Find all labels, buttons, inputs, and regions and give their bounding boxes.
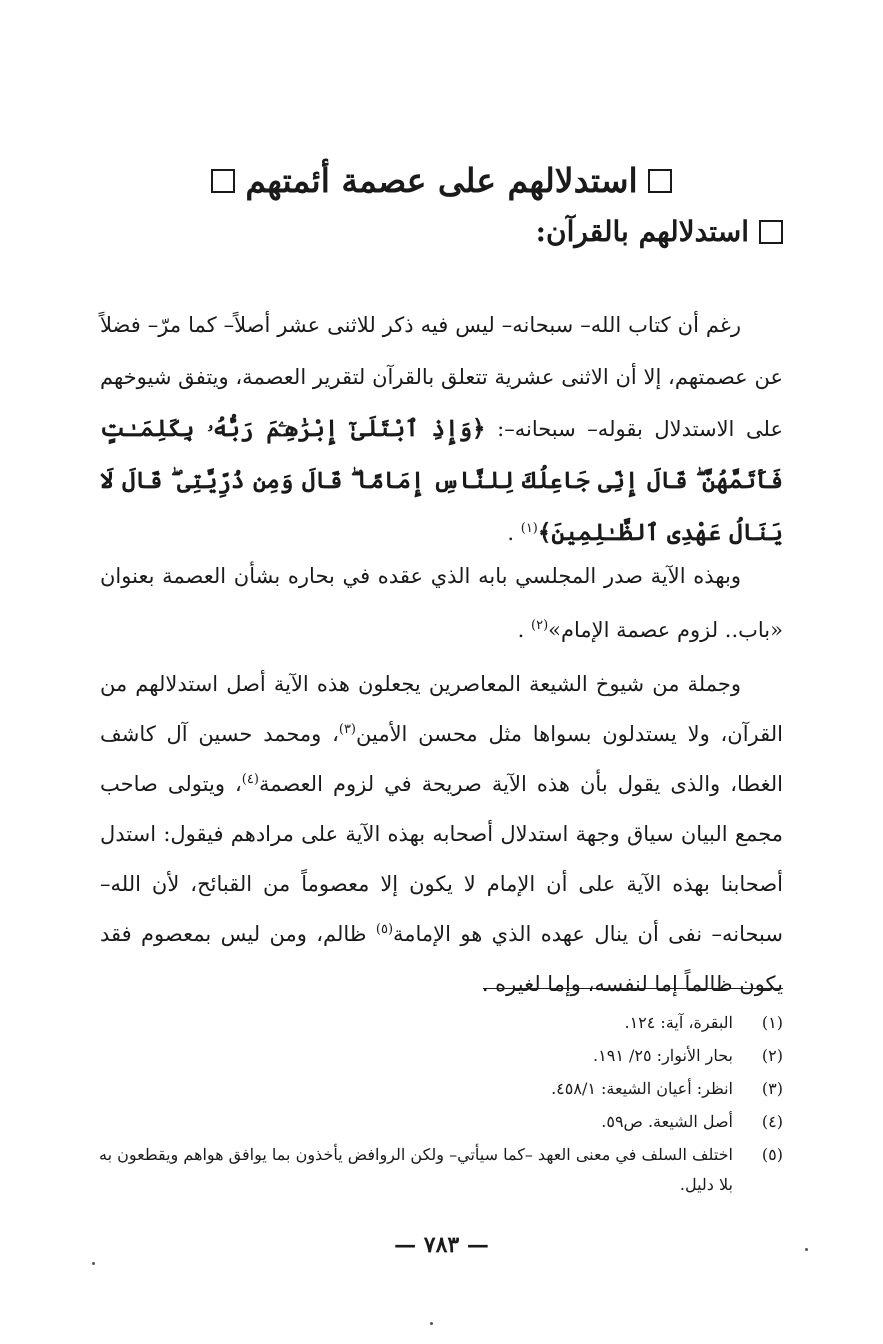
scan-speck — [805, 1248, 808, 1251]
paragraph-1-end: . — [507, 521, 521, 545]
footnote-item — [93, 1008, 783, 1038]
paragraph-3-text-d: ظالم، ومن ليس بمعصوم فقد يكون ظالماً إما لنفسه، وإما لغيره . — [100, 922, 783, 996]
footnote-text: اختلف السلف في معنى العهد –كما سيأتي– ولكن الروافض يأخذون بما يوافق هواهم ويقطعون به بلا دليل. — [99, 1145, 733, 1194]
footnote-text: بحار الأنوار: ٢٥/ ١٩١. — [593, 1046, 733, 1065]
footnote-item — [93, 1074, 783, 1104]
quran-verse: ﴿وَإِذِ ٱبْتَلَىٰٓ إِبْرَٰهِـۧمَ رَبُّهُۥ بِكَلِمَـٰتٍ فَأَتَمَّهُنَّ ۖ قَالَ إِنِّى جَاعِلُكَ لِلنَّاسِ إِمَامًا ۖ قَالَ وَمِن ذُرِّيَّتِى ۖ قَالَ لَا يَنَالُ عَهْدِى ٱلظَّـٰلِمِينَ﴾ — [100, 415, 783, 546]
section-heading — [536, 208, 783, 256]
section-square-icon — [759, 220, 783, 244]
scan-speck — [92, 1262, 95, 1265]
footnote-ref-2: (٢) — [531, 618, 549, 633]
footnote-text: البقرة، آية: ١٢٤. — [624, 1013, 733, 1032]
section-title: استدلالهم بالقرآن: — [535, 215, 749, 248]
paragraph-2-end: . — [517, 618, 532, 642]
footnote-number: (٢) — [761, 1046, 783, 1065]
footnote-number: (٥) — [761, 1145, 783, 1164]
footnote-text: أصل الشيعة. ص٥٩. — [601, 1112, 733, 1131]
footnote-ref-1: (١) — [520, 521, 538, 536]
paragraph-1-text: رغم أن كتاب الله– سبحانه– ليس فيه ذكر للاثنى عشر أصلاً– كما مرّ– فضلاً عن عصمتهم، إلا أن الاثنى عشرية تتعلق بالقرآن لتقرير العصمة، ويتفق شيوخهم على الاستدلال بقوله– سبحانه–: — [100, 313, 783, 441]
heading-square-icon — [648, 169, 672, 193]
footnote-ref-5: (٥) — [375, 922, 394, 937]
paragraph-3 — [100, 659, 783, 1009]
paragraph-2 — [100, 549, 783, 657]
footnote-number: (٣) — [761, 1079, 783, 1098]
footnotes-list — [93, 1008, 783, 1203]
footnote-item — [93, 1107, 783, 1137]
heading-square-icon — [211, 169, 235, 193]
footnote-number: (١) — [761, 1013, 783, 1032]
footnote-ref-3: (٣) — [338, 722, 356, 737]
paragraph-3-text-a: وجملة من شيوخ الشيعة المعاصرين يجعلون هذه الآية أصل استدلالهم من القرآن، ولا يستدلون بسواها مثل محسن الأمين — [100, 672, 783, 746]
scan-speck — [430, 1322, 433, 1325]
footnote-item — [93, 1140, 783, 1200]
paragraph-3-text-c: ، ويتولى صاحب مجمع البيان سياق وجهة استدلال أصحابه بهذه الآية على مرادهم فيقول: استدل أصحابنا بهذه الآية على أن الإمام لا يكون إلا معصوماً من القبائح، لأن الله– سبحانه– نفى أن ينال عهده الذي هو الإمامة — [100, 772, 783, 946]
paragraph-1 — [100, 299, 783, 559]
footnote-ref-4: (٤) — [241, 772, 259, 787]
paragraph-3-text-b: ، ومحمد حسين آل كاشف الغطا، والذى يقول بأن هذه الآية صريحة في لزوم العصمة — [100, 722, 783, 796]
paragraph-2-text: وبهذه الآية صدر المجلسي بابه الذي عقده في بحاره بشأن العصمة بعنوان «باب.. لزوم عصمة الإمام» — [100, 564, 783, 642]
page-number: — ٧٨٣ — — [394, 1232, 489, 1258]
chapter-heading — [0, 155, 883, 207]
chapter-title: استدلالهم على عصمة أئمتهم — [245, 161, 638, 200]
footnote-divider — [483, 988, 783, 989]
footnote-number: (٤) — [761, 1112, 783, 1131]
footnote-text: انظر: أعيان الشيعة: ٤٥٨/١. — [551, 1079, 733, 1098]
footnote-item — [93, 1041, 783, 1071]
